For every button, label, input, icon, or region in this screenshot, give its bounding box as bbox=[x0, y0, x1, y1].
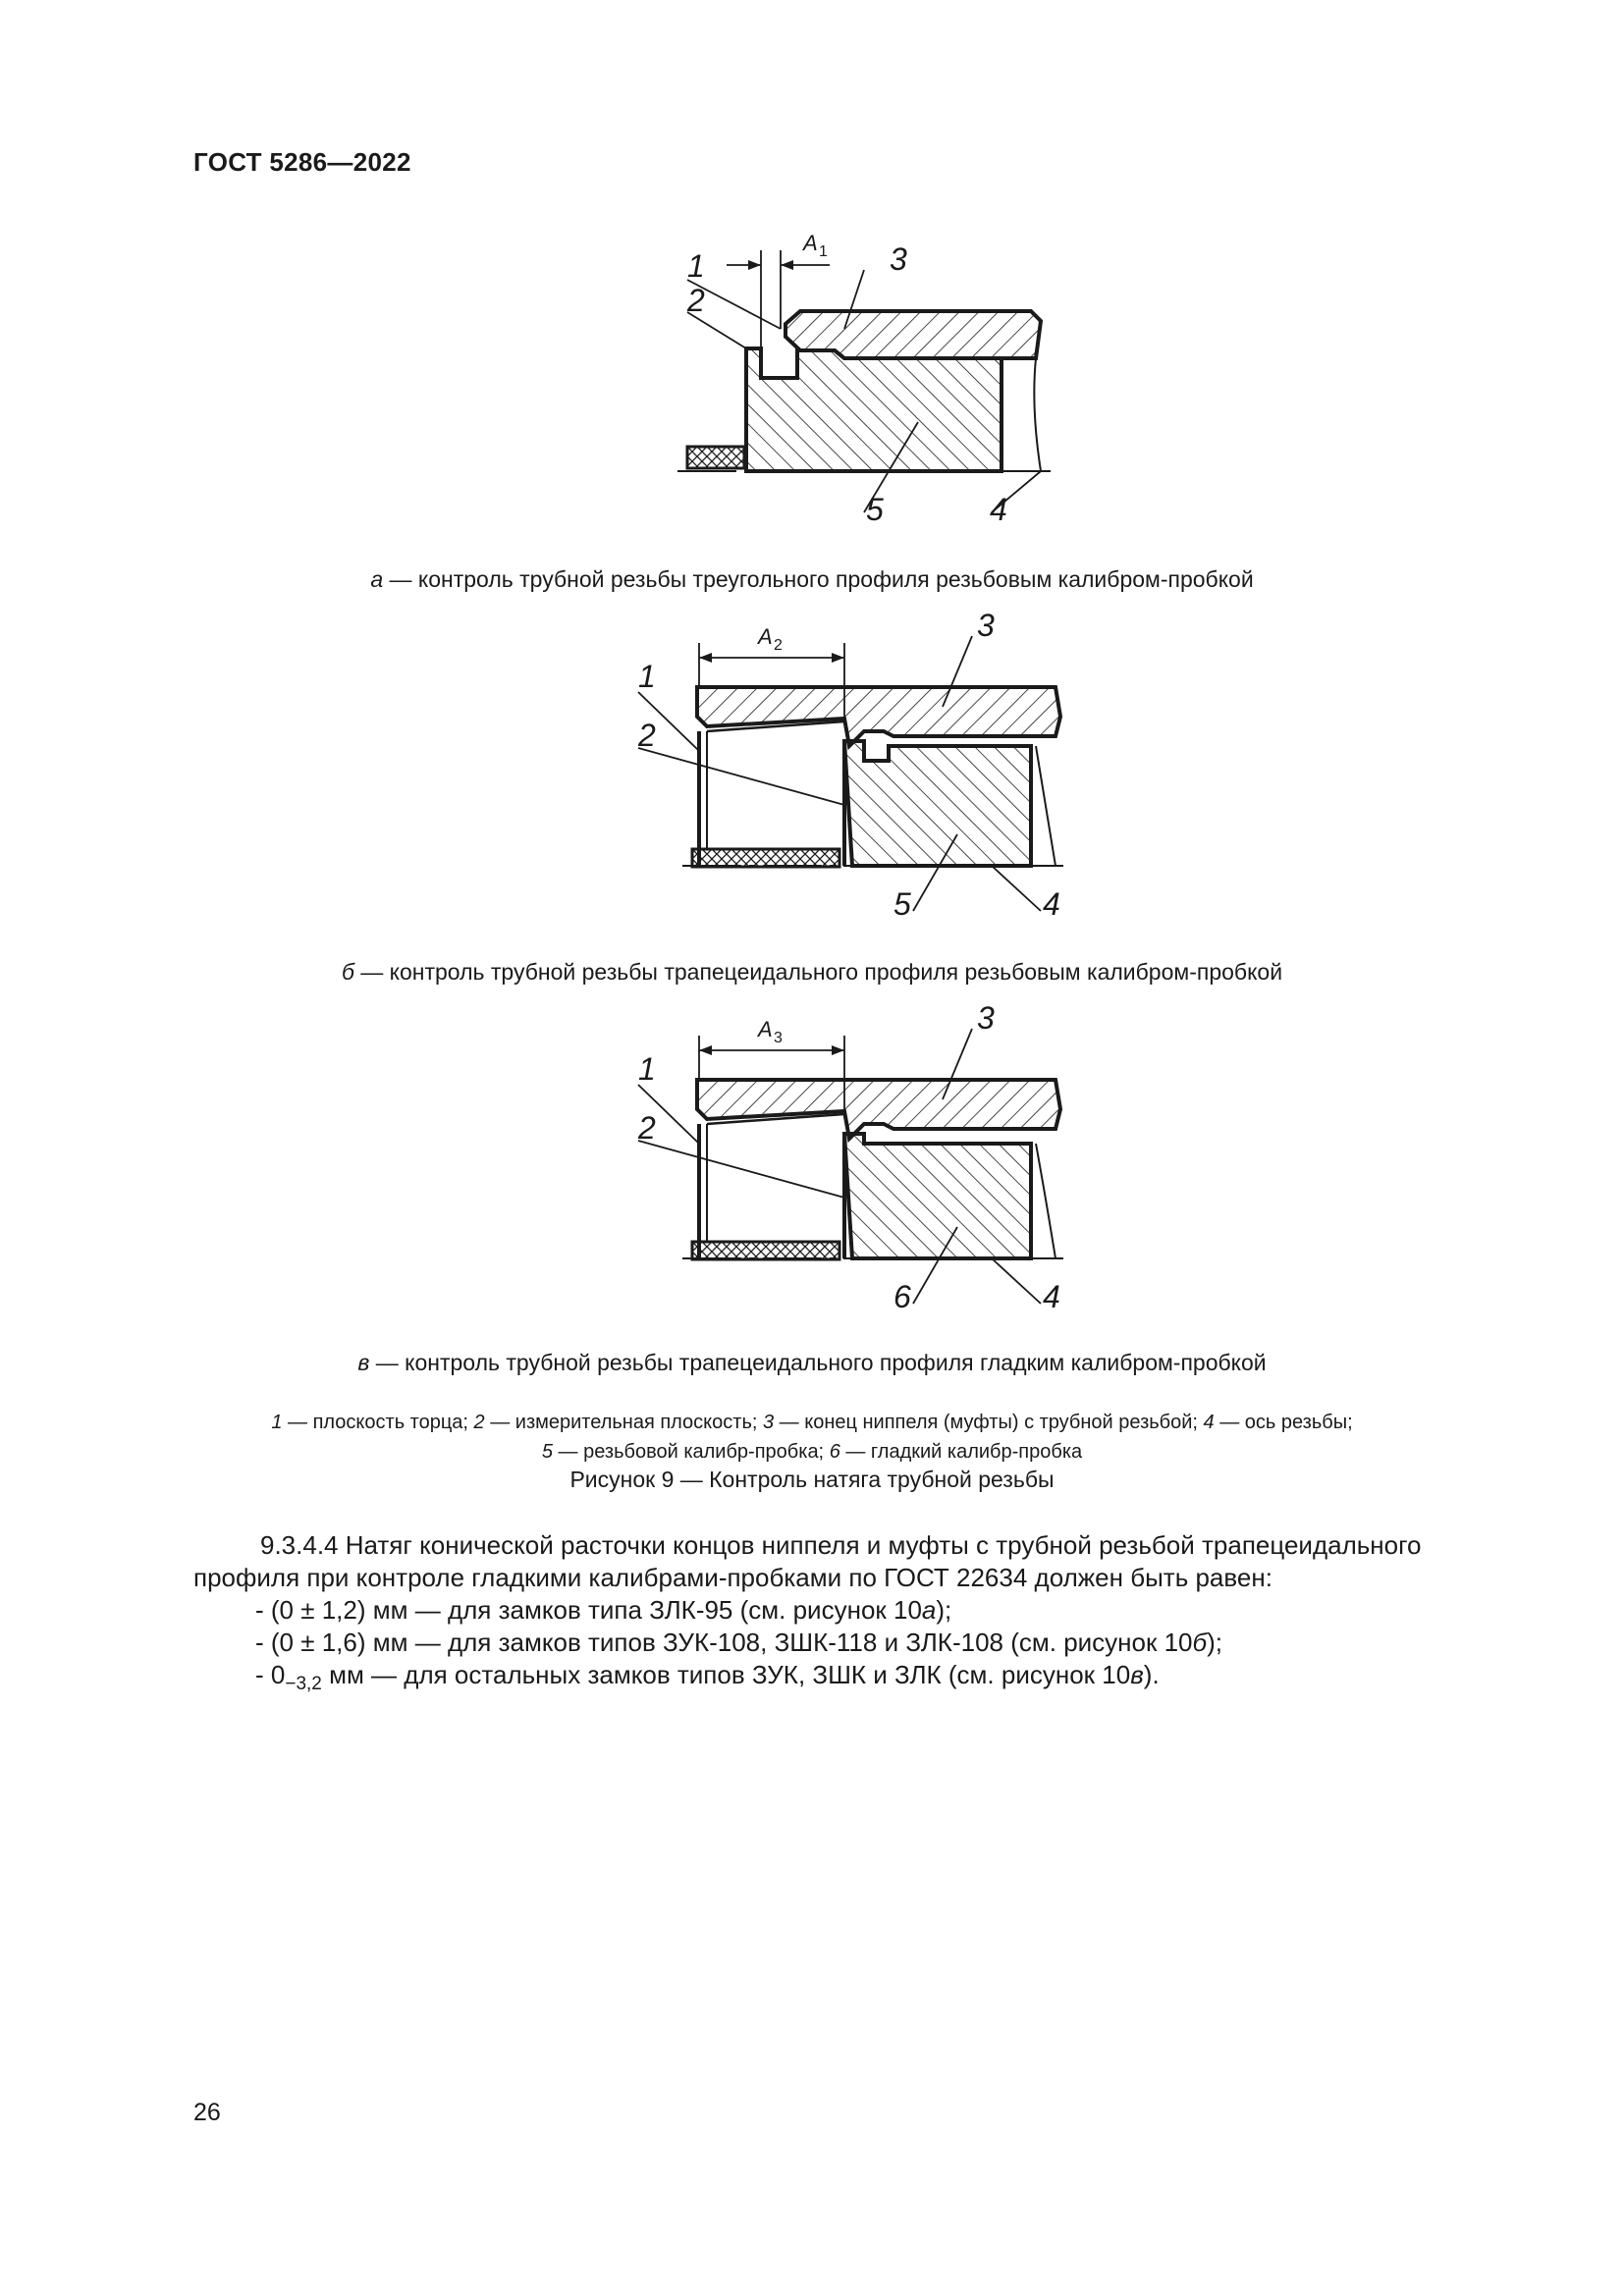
list-item: - (0 ± 1,2) мм — для замков типа ЗЛК-95 (см. рисунок 10а); bbox=[255, 1595, 952, 1625]
legend-line-2: 5 — резьбовой калибр-пробка; 6 — гладкий калибр-пробка bbox=[541, 1441, 1083, 1463]
figure-b-caption: б — контроль трубной резьбы трапецеидального профиля резьбовым калибром-пробкой bbox=[341, 959, 1283, 985]
gauge-plug-section bbox=[746, 348, 1001, 471]
label-2: 2 bbox=[638, 1110, 656, 1146]
paragraph-9-3-4-4: 9.3.4.4 Натяг конической расточки концов ниппеля и муфты с трубной резьбой трапецеидального профиля при контроле гладкими калибрами-пробками по ГОСТ 22634 должен быть равен: bbox=[193, 1530, 1422, 1592]
legend-line-1: 1 — плоскость торца; 2 — измерительная плоскость; 3 — конец ниппеля (муфты) с трубной резьбой; 4 — ось резьбы; bbox=[271, 1412, 1353, 1433]
label-5: 5 bbox=[893, 886, 911, 922]
figure-b-drawing bbox=[0, 609, 1624, 933]
label-3: 3 bbox=[977, 1001, 995, 1036]
dimension-A1-sub: 1 bbox=[819, 243, 828, 260]
list-item: - $0_{-3,2}$ мм — для остальных замков типов ЗУК, ЗШК и ЗЛК (см. рисунок 10в). bbox=[255, 1660, 1160, 1695]
dimension-A2-sub: 2 bbox=[774, 637, 783, 654]
label-2: 2 bbox=[687, 283, 705, 318]
label-1: 1 bbox=[638, 1051, 656, 1087]
figure-legend bbox=[0, 1408, 1624, 1467]
label-4: 4 bbox=[990, 492, 1007, 527]
figure-a-caption: а — контроль трубной резьбы треугольного профиля резьбовым калибром-пробкой bbox=[370, 566, 1254, 592]
label-3: 3 bbox=[890, 241, 907, 277]
document-header: ГОСТ 5286—2022 bbox=[193, 147, 411, 177]
label-1: 1 bbox=[638, 659, 656, 694]
dimension-A3-sub: 3 bbox=[774, 1030, 783, 1046]
label-1: 1 bbox=[687, 248, 705, 284]
figure-c-drawing bbox=[0, 1001, 1624, 1325]
body-text bbox=[193, 1529, 1499, 1700]
label-4: 4 bbox=[1043, 1279, 1060, 1314]
figure-title: Рисунок 9 — Контроль натяга трубной резьбы bbox=[569, 1467, 1055, 1492]
dimension-A3-label: A bbox=[758, 1017, 773, 1041]
handle-ring bbox=[687, 447, 744, 468]
figure-a-drawing bbox=[0, 221, 1624, 545]
label-5: 5 bbox=[866, 492, 884, 527]
label-4: 4 bbox=[1043, 886, 1060, 922]
dimension-A2-label: A bbox=[758, 624, 773, 649]
label-6: 6 bbox=[893, 1279, 911, 1314]
figure-c-caption: в — контроль трубной резьбы трапецеидального профиля гладким калибром-пробкой bbox=[357, 1350, 1267, 1375]
dimension-A1-label: A bbox=[803, 231, 818, 255]
page-number: 26 bbox=[193, 2099, 221, 2126]
label-2: 2 bbox=[638, 718, 656, 753]
label-3: 3 bbox=[977, 609, 995, 643]
list-item: - (0 ± 1,6) мм — для замков типов ЗУК-108, ЗШК-118 и ЗЛК-108 (см. рисунок 10б); bbox=[255, 1628, 1223, 1657]
